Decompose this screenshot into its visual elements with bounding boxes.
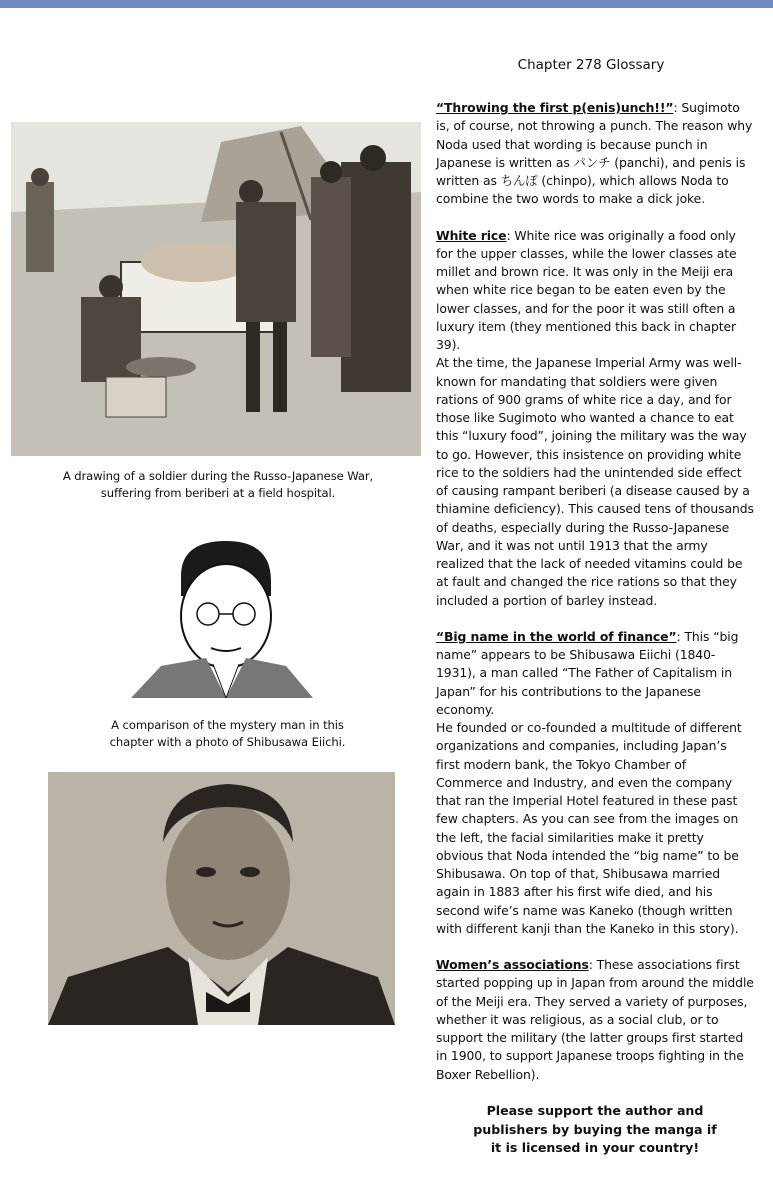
entry-white-rice <box>436 227 754 355</box>
entry-big-name-cont: He founded or co-founded a multitude of different organizations and companies, including Japan’s first modern bank, the Tokyo Chamber of Commerce and Industry, and even the company that ran the Imperial Hotel featured in these past few chapters. As you can see from the images on the left, the facial similarities make it pretty obvious that Noda intended the “big name” to be Shibusawa. On top of that, Shibusawa married again in 1883 after his first wife died, and his second wife’s name was Kaneko (though written with different kanji than the Kaneko in this story). <box>436 720 742 936</box>
page-title: Chapter 278 Glossary <box>517 57 665 73</box>
term-white-rice: White rice <box>436 227 507 243</box>
entry-womens-associations <box>436 956 754 1084</box>
manga-man-drawing <box>131 536 313 698</box>
term-punch: “Throwing the first p(enis)unch!!” <box>436 100 674 115</box>
caption-comparison: A comparison of the mystery man in this chapter with a photo of Shibusawa Eiichi. <box>109 718 346 749</box>
term-big-name: “Big name in the world of finance” <box>436 628 677 644</box>
entry-big-name-body: : This “big name” appears to be Shibusawa Eiichi (1840-1931), a man called “The Father of Capitalism in Japan” for his contributions to the Japanese economy. <box>436 628 739 717</box>
entry-punch-body: : Sugimoto is, of course, not throwing a punch. The reason why Noda used that wording is because punch in Japanese is written as パンチ (panchi), and penis is written as ちんぽ (chinpo), which allows Noda to combine the two words to make a dick joke. <box>436 100 753 207</box>
term-womens-associations: Women’s associations <box>436 957 589 972</box>
shibusawa-photo-image <box>48 772 395 1025</box>
top-color-bar <box>0 0 773 8</box>
manga-man-image <box>131 536 313 698</box>
entry-big-name <box>436 628 754 719</box>
field-hospital-image <box>11 122 421 456</box>
entry-white-rice-body: : White rice was originally a food only for the upper classes, while the lower classes ate millet and brown rice. It was only in the Meiji era when white rice began to be eaten even by the lower classes, and for the poor it was still often a luxury item (they mentioned this back in chapter 39). <box>436 227 737 352</box>
entry-punch <box>436 99 754 209</box>
caption-beriberi: A drawing of a soldier during the Russo-Japanese War, suffering from beriberi at a field hospital. <box>62 469 374 500</box>
entry-womens-associations-body: : These associations first started popping up in Japan from around the middle of the Meiji era. They served a variety of purposes, whether it was religious, as a social club, or to support the military (the latter groups first started in 1900, to support Japanese troops fighting in the Boxer Rebellion). <box>436 957 754 1082</box>
glossary-text <box>436 99 754 1084</box>
support-note: Please support the author and publishers by buying the manga if it is licensed in your country! <box>473 1103 717 1155</box>
entry-white-rice-cont: At the time, the Japanese Imperial Army was well-known for mandating that soldiers were given rations of 900 grams of white rice a day, and for those like Sugimoto who wanted a chance to eat this “luxury food”, joining the military was the way to go. However, this insistence on providing white rice to the soldiers had the unintended side effect of causing rampant beriberi (a disease caused by a thiamine deficiency). This caused tens of thousands of deaths, especially during the Russo-Japanese War, and it was not until 1913 that the army realized that the lack of needed vitamins could be at fault and changed the rice rations so that they included a portion of barley instead. <box>436 355 754 608</box>
shibusawa-portrait-photo <box>48 772 395 1025</box>
field-hospital-illustration <box>11 122 421 456</box>
